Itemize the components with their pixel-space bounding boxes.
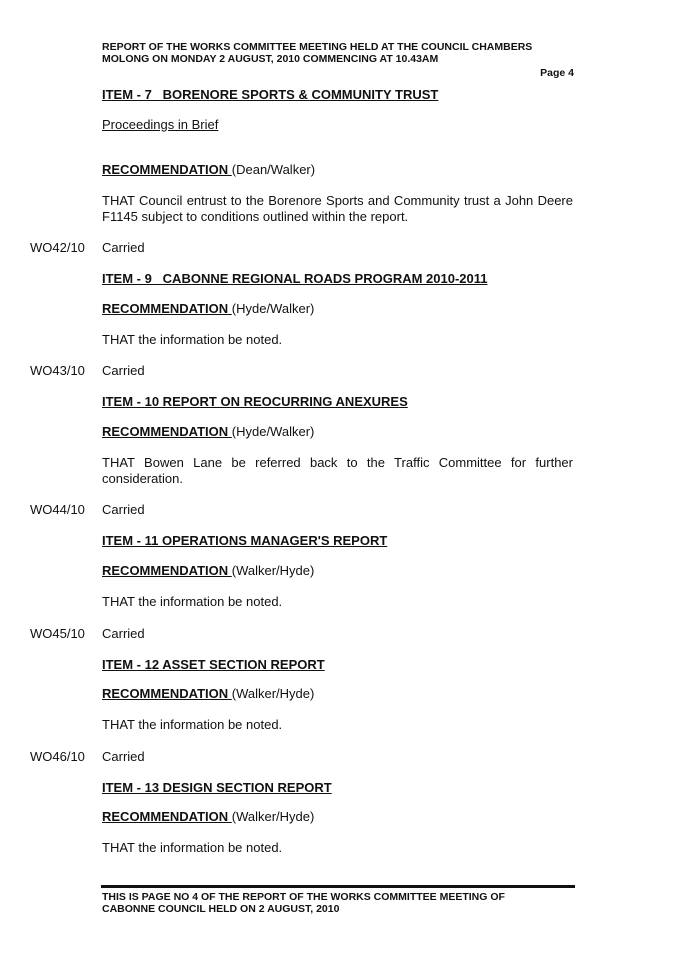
recommendation-line xyxy=(102,162,315,177)
resolution-number: WO45/10 xyxy=(30,626,85,641)
header-line-2: MOLONG ON MONDAY 2 AUGUST, 2010 COMMENCING AT 10.43AM xyxy=(102,53,439,65)
header-line-1: REPORT OF THE WORKS COMMITTEE MEETING HELD AT THE COUNCIL CHAMBERS xyxy=(102,41,533,53)
recommendation-movers: (Hyde/Walker) xyxy=(231,301,315,316)
item-heading: ITEM - 13 DESIGN SECTION REPORT xyxy=(102,780,332,795)
recommendation-movers: (Walker/Hyde) xyxy=(231,563,315,578)
resolution-number: WO43/10 xyxy=(30,363,85,378)
footer-line-1: THIS IS PAGE NO 4 OF THE REPORT OF THE WORKS COMMITTEE MEETING OF xyxy=(102,891,505,903)
recommendation-line xyxy=(102,686,314,701)
recommendation-text: THAT the information be noted. xyxy=(102,717,283,732)
item-heading: ITEM - 10 REPORT ON REOCURRING ANEXURES xyxy=(102,394,408,409)
recommendation-movers: (Walker/Hyde) xyxy=(231,686,315,701)
recommendation-line xyxy=(102,301,314,316)
recommendation-label: RECOMMENDATION xyxy=(102,162,232,177)
proceedings-subheading: Proceedings in Brief xyxy=(102,117,219,132)
recommendation-movers: (Hyde/Walker) xyxy=(231,424,315,439)
recommendation-line xyxy=(102,424,314,439)
report-header xyxy=(102,41,574,65)
resolution-number: WO42/10 xyxy=(30,240,85,255)
resolution-status: Carried xyxy=(102,240,145,255)
recommendation-label: RECOMMENDATION xyxy=(102,424,232,439)
resolution-number: WO44/10 xyxy=(30,502,85,517)
recommendation-label: RECOMMENDATION xyxy=(102,563,232,578)
resolution-status: Carried xyxy=(102,363,145,378)
recommendation-label: RECOMMENDATION xyxy=(102,301,232,316)
recommendation-label: RECOMMENDATION xyxy=(102,686,232,701)
footer-rule xyxy=(101,885,575,888)
recommendation-text: THAT Bowen Lane be referred back to the Traffic Committee for further consideration. xyxy=(102,455,573,486)
resolution-status: Carried xyxy=(102,749,145,764)
footer-line-2: CABONNE COUNCIL HELD ON 2 AUGUST, 2010 xyxy=(102,903,340,915)
item-heading: ITEM - 7 BORENORE SPORTS & COMMUNITY TRUST xyxy=(102,87,439,102)
item-heading: ITEM - 9 CABONNE REGIONAL ROADS PROGRAM 2010-2011 xyxy=(102,271,488,286)
recommendation-text: THAT Council entrust to the Borenore Sports and Community trust a John Deere F1145 subject to conditions outlined within the report. xyxy=(102,193,573,224)
recommendation-movers: (Walker/Hyde) xyxy=(231,809,315,824)
resolution-status: Carried xyxy=(102,626,145,641)
page-number: Page 4 xyxy=(540,67,574,79)
resolution-number: WO46/10 xyxy=(30,749,85,764)
resolution-status: Carried xyxy=(102,502,145,517)
item-heading: ITEM - 12 ASSET SECTION REPORT xyxy=(102,657,325,672)
recommendation-text: THAT the information be noted. xyxy=(102,332,283,347)
item-heading: ITEM - 11 OPERATIONS MANAGER'S REPORT xyxy=(102,533,388,548)
recommendation-line xyxy=(102,563,314,578)
recommendation-label: RECOMMENDATION xyxy=(102,809,232,824)
recommendation-line xyxy=(102,809,314,824)
recommendation-text: THAT the information be noted. xyxy=(102,840,283,855)
page-footer xyxy=(102,891,574,915)
recommendation-text: THAT the information be noted. xyxy=(102,594,283,609)
recommendation-movers: (Dean/Walker) xyxy=(231,162,316,177)
